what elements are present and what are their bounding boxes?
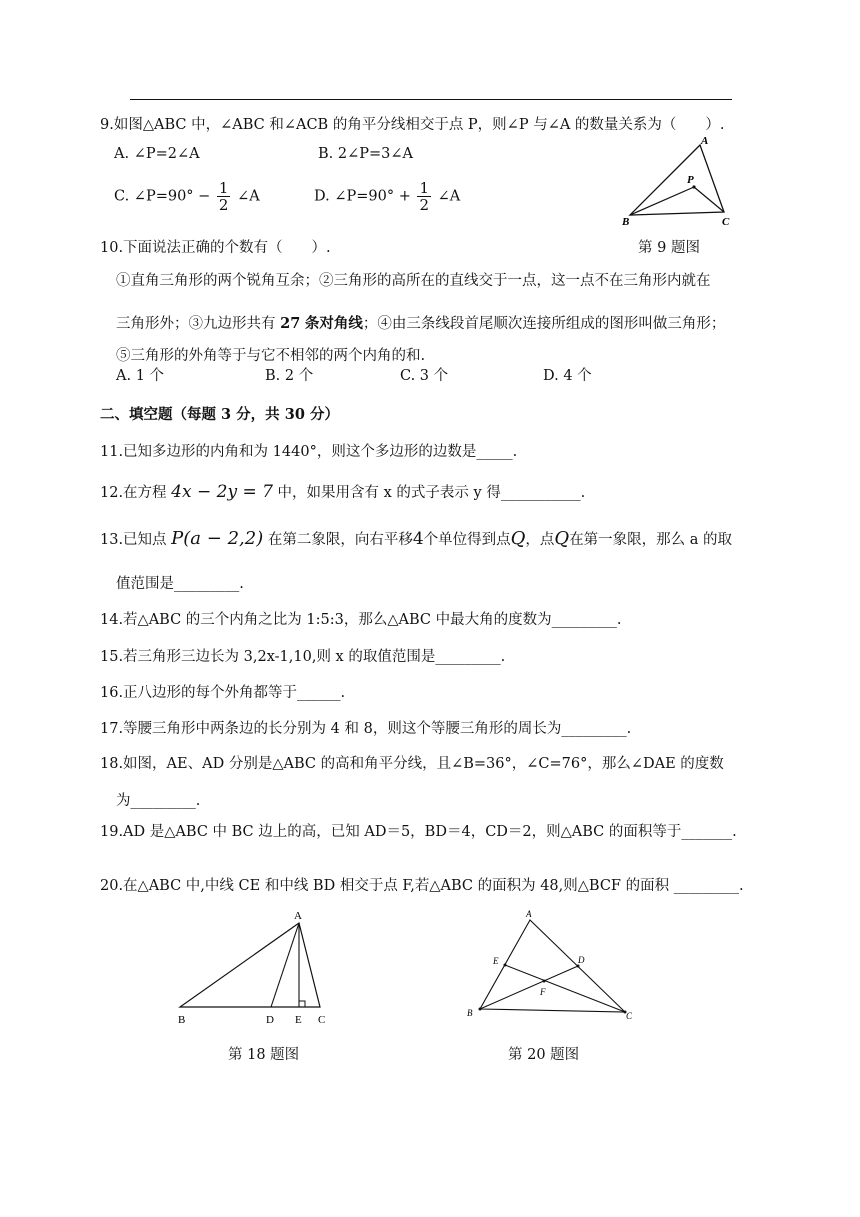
right-angle-mark bbox=[299, 1001, 305, 1007]
triangle-abc bbox=[630, 145, 724, 215]
q13-pre: 13.已知点 bbox=[100, 532, 167, 548]
q9-option-c-text: C. ∠P=90° − bbox=[114, 188, 211, 205]
q10-line2-number: 27 bbox=[280, 315, 301, 332]
label-b: B bbox=[622, 216, 630, 228]
bisector-bp bbox=[630, 187, 694, 215]
q10-line1: ①直角三角形的两个锐角互余；②三角形的高所在的直线交于一点，这一点不在三角形内就在 bbox=[116, 273, 711, 289]
q11: 11.已知多边形的内角和为 1440°，则这个多边形的边数是_____. bbox=[100, 444, 518, 460]
q18-line2: 为_________. bbox=[116, 793, 201, 809]
q10-option-c: C. 3 个 bbox=[400, 368, 449, 384]
label-b: B bbox=[467, 1008, 473, 1018]
q10-line3: ⑤三角形的外角等于与它不相邻的两个内角的和. bbox=[116, 348, 426, 364]
q9-option-c bbox=[114, 180, 260, 213]
label-p: P bbox=[687, 174, 694, 186]
q9-option-d-tail: ∠A bbox=[437, 188, 461, 205]
q13-mid2: 个单位得到点 bbox=[423, 532, 511, 548]
triangle-abc bbox=[480, 920, 625, 1012]
q12 bbox=[100, 481, 585, 502]
q20-figure-caption: 第 20 题图 bbox=[508, 1047, 580, 1063]
q10-stem: 10.下面说法正确的个数有（ ）. bbox=[100, 240, 331, 256]
q10-line2 bbox=[116, 312, 725, 333]
q9-option-d bbox=[314, 180, 460, 213]
point-e bbox=[504, 964, 507, 967]
label-c: C bbox=[626, 1011, 633, 1021]
label-e: E bbox=[493, 956, 499, 966]
q18-figure-caption: 第 18 题图 bbox=[228, 1047, 300, 1063]
q13-q2: Q bbox=[554, 528, 570, 549]
fraction-numerator: 1 bbox=[419, 179, 429, 197]
fraction-denominator: 2 bbox=[419, 196, 429, 214]
q10-option-d: D. 4 个 bbox=[543, 368, 592, 384]
q9-option-b: B. 2∠P=3∠A bbox=[318, 146, 414, 162]
q18-figure bbox=[170, 905, 340, 1030]
q13-line1 bbox=[100, 528, 732, 549]
q19: 19.AD 是△ABC 中 BC 边上的高，已知 AD＝5，BD＝4，CD＝2，则△ABC 的面积等于_______. bbox=[100, 824, 737, 840]
label-b: B bbox=[178, 1014, 186, 1026]
q10-line2-part1: 三角形外；③九边形共有 bbox=[116, 316, 276, 332]
label-c: C bbox=[318, 1014, 326, 1026]
point-b bbox=[479, 1008, 482, 1011]
q12-equation: 4x − 2y = 7 bbox=[171, 482, 273, 502]
section-heading: 二、填空题（每题 3 分，共 30 分） bbox=[100, 406, 339, 423]
label-a: A bbox=[294, 910, 302, 922]
q15: 15.若三角形三边长为 3,2x-1,10,则 x 的取值范围是_________. bbox=[100, 649, 506, 665]
q9-figure bbox=[620, 130, 740, 230]
fraction-numerator: 1 bbox=[218, 179, 229, 197]
q18-line1: 18.如图，AE、AD 分别是△ABC 的高和角平分线，且∠B=36°，∠C=76°，那么∠DAE 的度数 bbox=[100, 756, 724, 772]
q9-figure-caption: 第 9 题图 bbox=[638, 240, 700, 256]
q13-num: 4 bbox=[412, 529, 424, 549]
label-a: A bbox=[526, 909, 532, 919]
q20: 20.在△ABC 中,中线 CE 和中线 BD 相交于点 F,若△ABC 的面积为 48,则△BCF 的面积 _________. bbox=[100, 878, 744, 894]
q13-post: 在第一象限，那么 a 的取 bbox=[569, 532, 733, 548]
q10-line2-part2: ；④由三条线段首尾顺次连接所组成的图形叫做三角形； bbox=[362, 316, 726, 332]
header-rule bbox=[130, 99, 732, 100]
q20-figure bbox=[460, 905, 640, 1030]
q14: 14.若△ABC 的三个内角之比为 1:5:3，那么△ABC 中最大角的度数为_________. bbox=[100, 612, 622, 628]
q13-line2: 值范围是_________. bbox=[116, 576, 244, 592]
fraction-denominator: 2 bbox=[218, 196, 229, 214]
q9-option-d-text: D. ∠P=90° + bbox=[314, 188, 411, 205]
q16: 16.正八边形的每个外角都等于______. bbox=[100, 685, 346, 701]
q13-point: P(a − 2,2) bbox=[171, 528, 264, 549]
q17: 17.等腰三角形中两条边的长分别为 4 和 8，则这个等腰三角形的周长为_________. bbox=[100, 721, 632, 737]
label-d: D bbox=[578, 955, 585, 965]
label-e: E bbox=[295, 1014, 302, 1026]
q9-stem: 9.如图△ABC 中，∠ABC 和∠ACB 的角平分线相交于点 P，则∠P 与∠A 的数量关系为（ ）. bbox=[100, 117, 725, 133]
label-f: F bbox=[540, 987, 546, 997]
label-d: D bbox=[266, 1014, 274, 1026]
point-f bbox=[543, 980, 546, 983]
fraction-one-half bbox=[417, 180, 431, 213]
q13-q1: Q bbox=[510, 528, 526, 549]
bisector-ad bbox=[271, 923, 299, 1007]
label-c: C bbox=[722, 216, 730, 228]
q13-mid1: 在第二象限，向右平移 bbox=[267, 532, 413, 548]
q13-mid3: ，点 bbox=[525, 532, 555, 548]
q10-option-b: B. 2 个 bbox=[265, 368, 314, 384]
q12-post: 中，如果用含有 x 的式子表示 y 得___________. bbox=[277, 485, 586, 501]
q9-option-a: A. ∠P=2∠A bbox=[114, 146, 200, 162]
q10-line2-bold: 条对角线 bbox=[304, 315, 363, 332]
q10-option-a: A. 1 个 bbox=[116, 368, 165, 384]
q12-pre: 12.在方程 bbox=[100, 485, 167, 501]
fraction-one-half bbox=[217, 180, 231, 213]
label-a: A bbox=[701, 135, 709, 147]
q9-option-c-tail: ∠A bbox=[237, 188, 260, 205]
